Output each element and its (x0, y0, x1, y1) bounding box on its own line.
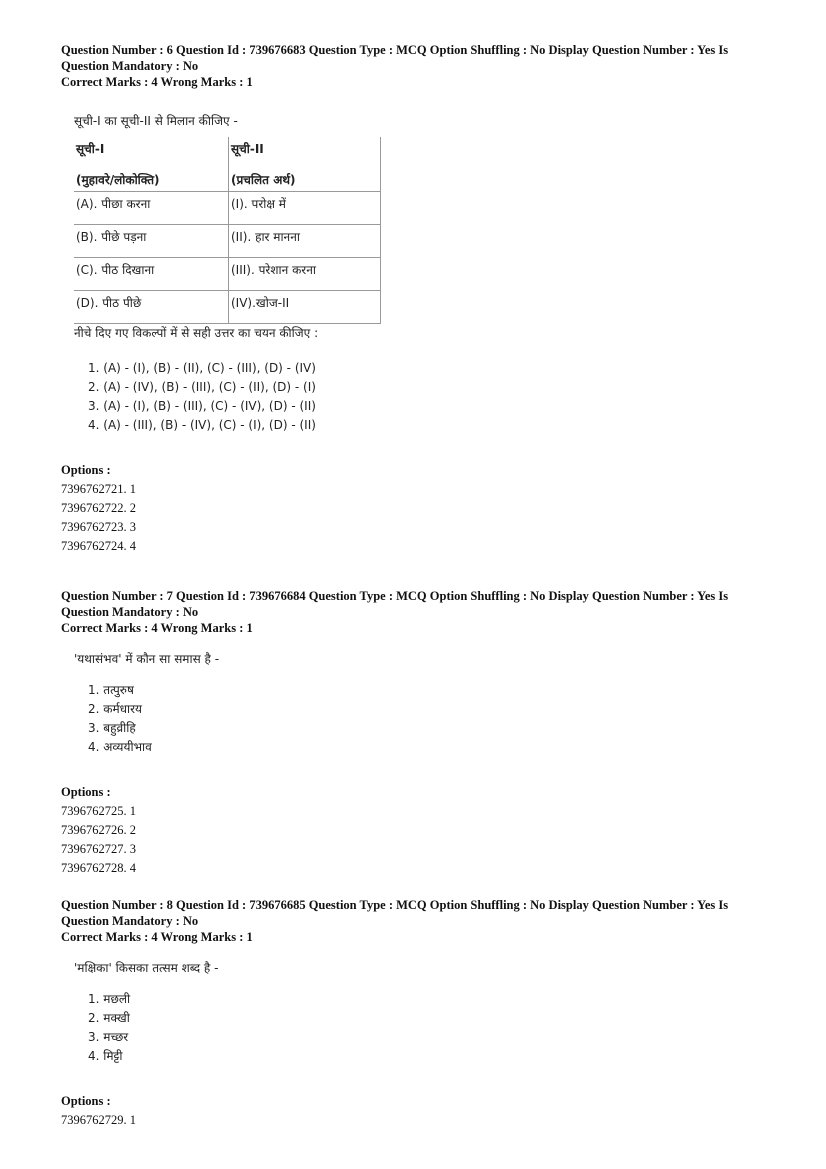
choice-item: 4. (A) - (III), (B) - (IV), (C) - (I), (D) - (II) (88, 418, 316, 432)
table-cell: (III). परेशान करना (229, 258, 381, 291)
choice-item: 4. मिट्टी (88, 1049, 123, 1063)
option-id: 7396762728. 4 (61, 861, 136, 875)
table-cell: (A). पीछा करना (74, 192, 229, 225)
choice-item: 2. मक्खी (88, 1011, 130, 1025)
table-cell: (IV).खोज-II (229, 291, 381, 324)
question-instruction: नीचे दिए गए विकल्पों में से सही उत्तर का चयन कीजिए : (74, 326, 319, 340)
option-id: 7396762724. 4 (61, 539, 136, 553)
option-id: 7396762721. 1 (61, 482, 136, 496)
table-row (74, 291, 381, 324)
table-header-cell (74, 137, 229, 192)
match-table (74, 137, 381, 324)
option-id: 7396762726. 2 (61, 823, 136, 837)
choice-item: 2. (A) - (IV), (B) - (III), (C) - (II), (D) - (I) (88, 380, 316, 394)
option-id: 7396762725. 1 (61, 804, 136, 818)
table-cell: (B). पीछे पड़ना (74, 225, 229, 258)
question-stem: 'यथासंभव' में कौन सा समास है - (74, 652, 220, 666)
table-row (74, 225, 381, 258)
table-cell: (D). पीठ पीछे (74, 291, 229, 324)
table-row (74, 192, 381, 225)
choice-item: 1. (A) - (I), (B) - (II), (C) - (III), (D) - (IV) (88, 361, 316, 375)
question-stem: 'मक्षिका' किसका तत्सम शब्द है - (74, 961, 219, 975)
options-block (61, 461, 761, 556)
marks-line: Correct Marks : 4 Wrong Marks : 1 (61, 930, 253, 944)
table-header-cell (229, 137, 381, 192)
marks-line: Correct Marks : 4 Wrong Marks : 1 (61, 75, 253, 89)
options-title: Options : (61, 785, 111, 799)
table-row (74, 258, 381, 291)
option-id: 7396762729. 1 (61, 1113, 136, 1127)
question-meta-line: Question Number : 8 Question Id : 739676685 Question Type : MCQ Option Shuffling : No Display Question Number : Yes Is (61, 898, 729, 912)
choice-item: 2. कर्मधारय (88, 702, 143, 716)
options-title: Options : (61, 1094, 111, 1108)
question-meta-line: Question Number : 6 Question Id : 739676683 Question Type : MCQ Option Shuffling : No Display Question Number : Yes Is (61, 43, 729, 57)
question-header (61, 588, 761, 636)
option-id: 7396762723. 3 (61, 520, 136, 534)
table-header-row (74, 137, 381, 192)
question-header (61, 42, 761, 90)
question-mandatory-line: Question Mandatory : No (61, 59, 199, 73)
table-cell: (C). पीठ दिखाना (74, 258, 229, 291)
choice-list (74, 359, 761, 435)
choice-item: 4. अव्ययीभाव (88, 740, 152, 754)
choice-item: 1. तत्पुरुष (88, 683, 134, 697)
question-meta-line: Question Number : 7 Question Id : 739676684 Question Type : MCQ Option Shuffling : No Display Question Number : Yes Is (61, 589, 729, 603)
question-block (61, 42, 761, 556)
choice-item: 3. बहुव्रीहि (88, 721, 136, 735)
table-cell: (II). हार मानना (229, 225, 381, 258)
column-subtitle: (मुहावरे/लोकोक्ति) (76, 173, 160, 187)
question-mandatory-line: Question Mandatory : No (61, 605, 199, 619)
choice-list (74, 681, 761, 757)
column-title: सूची-I (76, 142, 105, 156)
column-title: सूची-II (231, 142, 264, 156)
question-stem: सूची-I का सूची-II से मिलान कीजिए - (74, 114, 238, 128)
choice-item: 3. मच्छर (88, 1030, 129, 1044)
choice-list (74, 990, 761, 1066)
choice-item: 3. (A) - (I), (B) - (III), (C) - (IV), (D) - (II) (88, 399, 316, 413)
option-id: 7396762727. 3 (61, 842, 136, 856)
options-block (61, 783, 761, 878)
question-header (61, 897, 761, 945)
options-block (61, 1092, 761, 1130)
question-block (61, 588, 761, 878)
question-block (61, 897, 761, 1130)
table-cell: (I). परोक्ष में (229, 192, 381, 225)
column-subtitle: (प्रचलित अर्थ) (231, 173, 296, 187)
marks-line: Correct Marks : 4 Wrong Marks : 1 (61, 621, 253, 635)
question-mandatory-line: Question Mandatory : No (61, 914, 199, 928)
option-id: 7396762722. 2 (61, 501, 136, 515)
options-title: Options : (61, 463, 111, 477)
choice-item: 1. मछली (88, 992, 131, 1006)
